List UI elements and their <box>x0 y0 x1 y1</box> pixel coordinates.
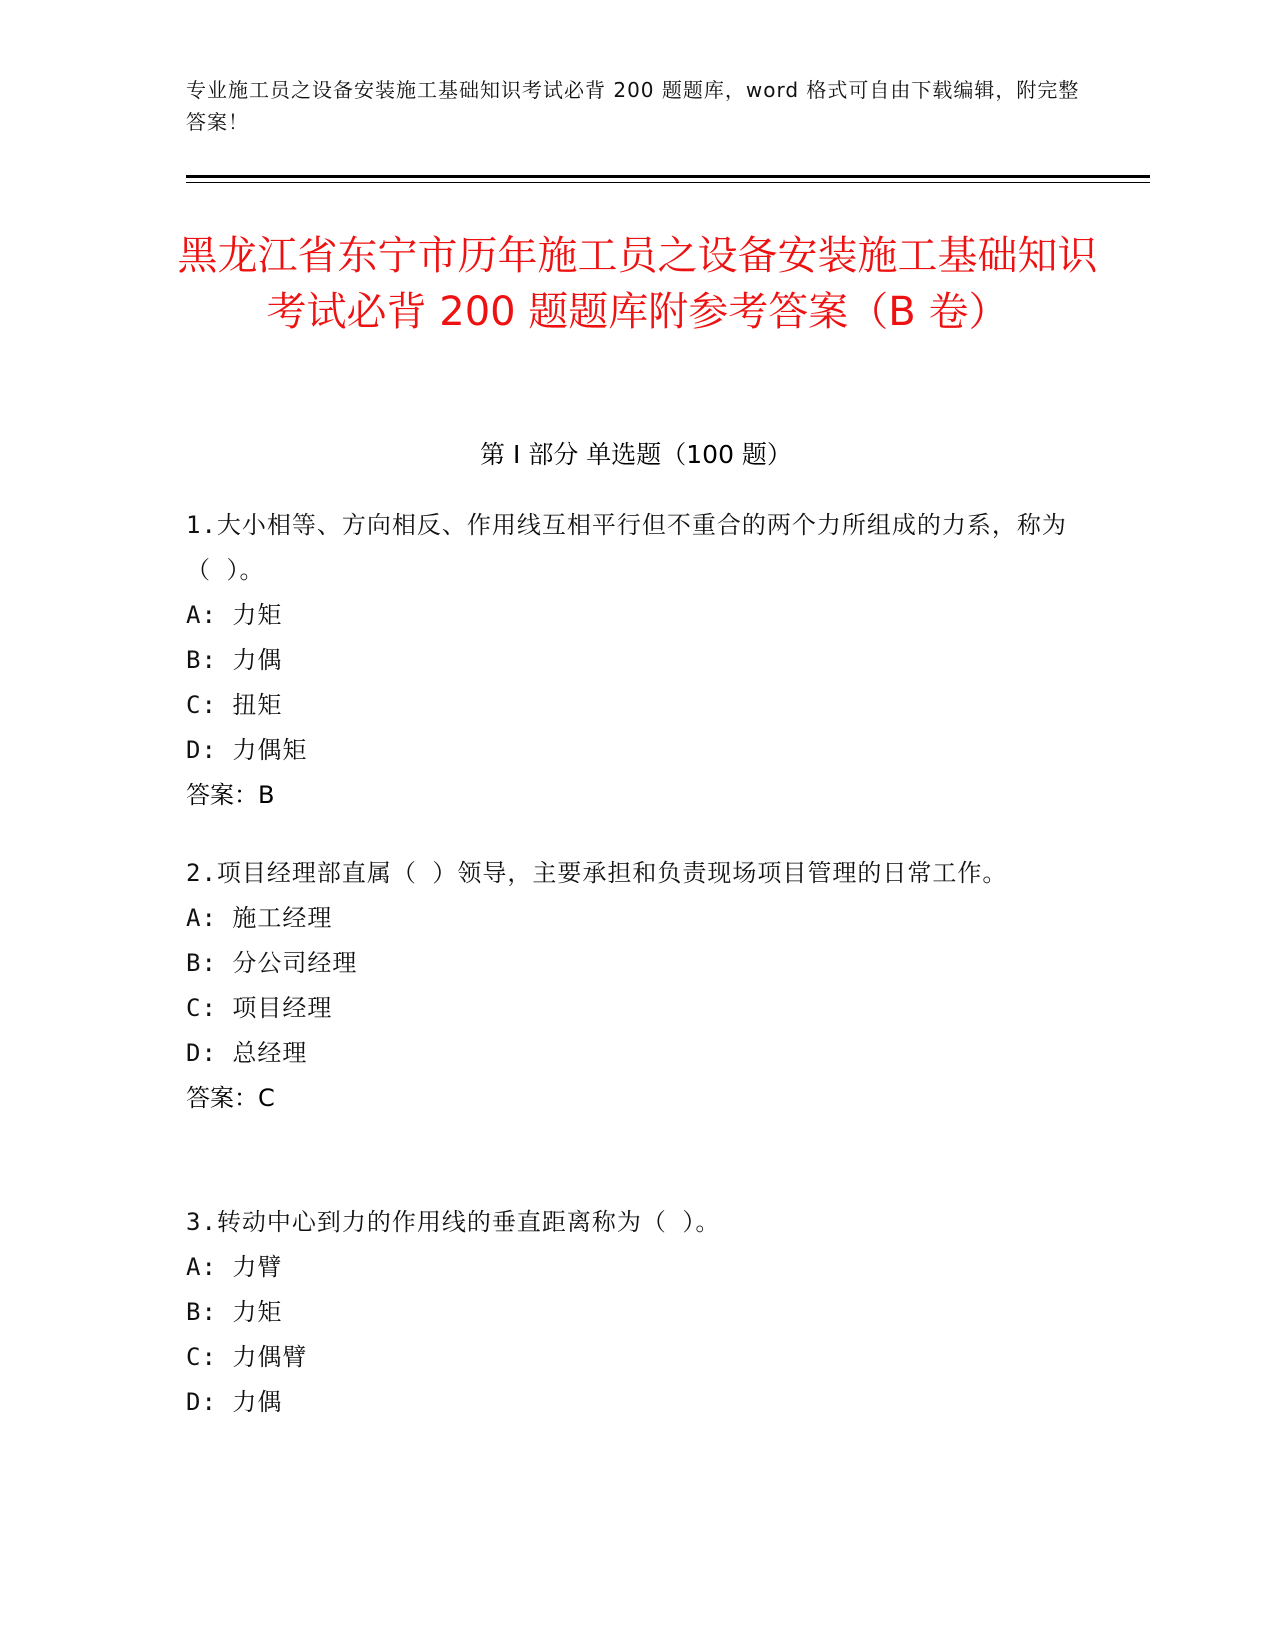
option-b: B: 分公司经理 <box>186 949 358 977</box>
document-title: 黑龙江省东宁市历年施工员之设备安装施工基础知识考试必背 200 题题库附参考答案（B 卷） <box>177 233 1098 335</box>
question-3 <box>186 1200 1086 1425</box>
option-b: B: 力矩 <box>186 1298 283 1326</box>
option-b: B: 力偶 <box>186 646 283 674</box>
header-divider-thin <box>186 182 1150 183</box>
option-c: C: 项目经理 <box>186 994 333 1022</box>
question-2 <box>186 851 1086 1121</box>
section-heading: 第 I 部分 单选题（100 题） <box>480 440 792 469</box>
option-d: D: 总经理 <box>186 1039 308 1067</box>
option-a: A: 力矩 <box>186 601 283 629</box>
question-text: 3.转动中心到力的作用线的垂直距离称为（ ）。 <box>186 1208 721 1236</box>
answer-text: 答案：B <box>186 781 275 809</box>
option-d: D: 力偶矩 <box>186 736 308 764</box>
header-divider-thick <box>186 175 1150 178</box>
question-1 <box>186 503 1086 818</box>
question-text: 1.大小相等、方向相反、作用线互相平行但不重合的两个力所组成的力系，称为（ ）。 <box>186 511 1067 584</box>
option-c: C: 力偶臂 <box>186 1343 308 1371</box>
option-a: A: 力臂 <box>186 1253 283 1281</box>
option-c: C: 扭矩 <box>186 691 283 719</box>
option-d: D: 力偶 <box>186 1388 283 1416</box>
option-a: A: 施工经理 <box>186 904 333 932</box>
answer-text: 答案：C <box>186 1084 275 1112</box>
header-note: 专业施工员之设备安装施工基础知识考试必背 200 题题库，word 格式可自由下载编辑，附完整答案！ <box>186 78 1080 134</box>
question-text: 2.项目经理部直属（ ）领导，主要承担和负责现场项目管理的日常工作。 <box>186 859 1008 887</box>
